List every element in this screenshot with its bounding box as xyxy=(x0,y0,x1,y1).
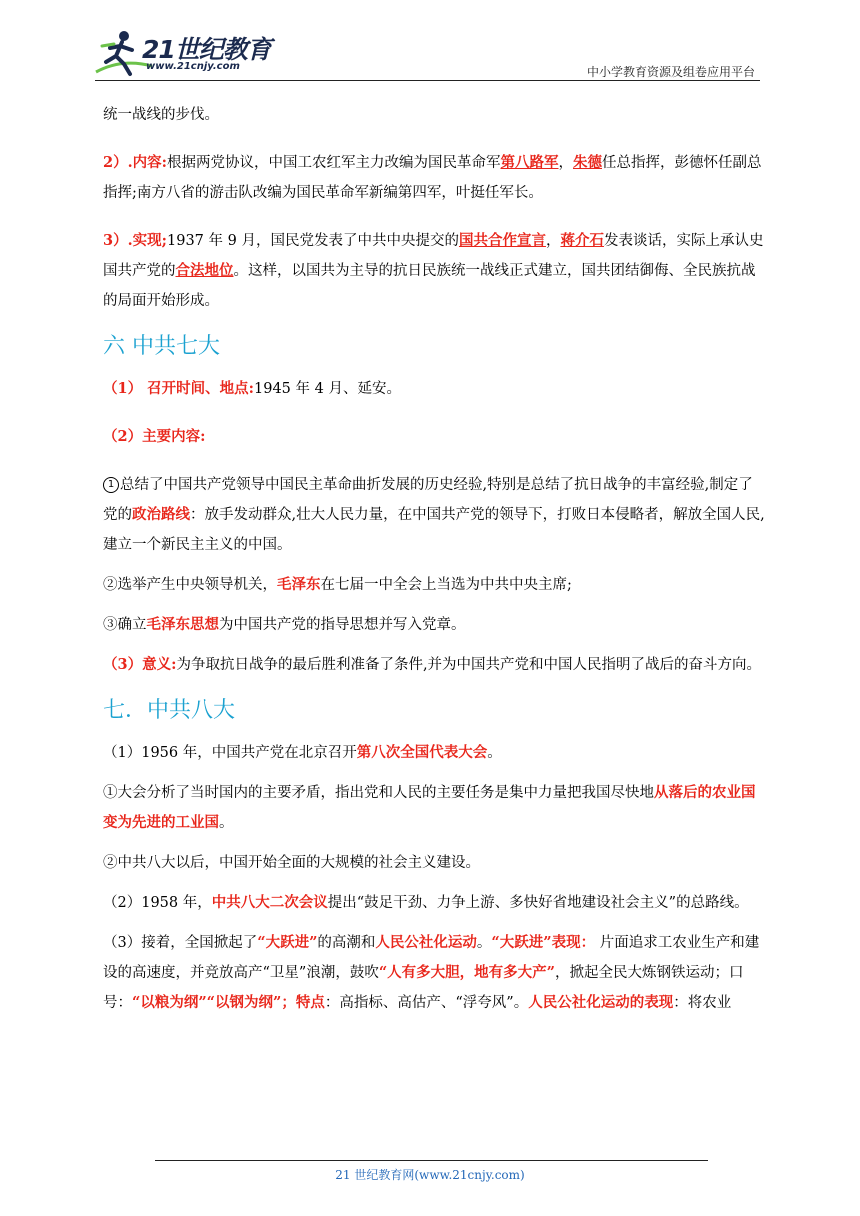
text: 任总指挥，彭德怀任副总指挥;南方八省的游击队改编为国民革命军新编第四军，叶挺任军长。 xyxy=(103,155,762,201)
text: 发表谈话，实际上承认史国共产党的 xyxy=(103,233,764,279)
paragraph xyxy=(103,738,765,768)
page-header xyxy=(0,0,860,82)
text: 。 xyxy=(219,815,234,831)
section-realization-paragraph xyxy=(103,226,765,316)
paragraph xyxy=(103,650,765,680)
circled-number: 1 xyxy=(103,477,119,493)
paragraph: ②中共八大以后，中国开始全面的大规模的社会主义建设。 xyxy=(103,855,480,871)
paragraph xyxy=(103,470,765,560)
text: 在七届一中全会上当选为中共中央主席; xyxy=(320,577,572,593)
section-label: 3）.实现; xyxy=(103,232,167,249)
section-heading-8th-congress: 七．中共八大 xyxy=(103,698,236,723)
text: 根据两党协议，中国工农红军主力改编为国民革命军 xyxy=(167,155,501,171)
text: （1）1956 年，中国共产党在北京召开 xyxy=(103,745,357,761)
keyword: 合法地位 xyxy=(175,262,234,279)
keyword: 国共合作宣言 xyxy=(458,232,546,249)
logo-text: 21世纪教育 xyxy=(142,35,271,64)
document-body xyxy=(103,100,765,1018)
text: ， xyxy=(545,233,561,249)
text: （3）接着，全国掀起了 xyxy=(103,935,258,951)
keyword: 毛泽东 xyxy=(277,576,321,593)
paragraph xyxy=(103,888,765,918)
text: 1945 年 4 月、延安。 xyxy=(254,381,401,397)
paragraph xyxy=(103,610,765,640)
paragraph: 统一战线的步伐。 xyxy=(103,107,219,123)
header-divider xyxy=(95,80,760,81)
text: 。这样，以国共为主导的抗日民族统一战线正式建立，国共团结御侮、全民族抗战的局面开始形成。 xyxy=(103,263,756,309)
platform-name: 中小学教育资源及组卷应用平台 xyxy=(586,65,755,79)
text: 为中国共产党的指导思想并写入党章。 xyxy=(219,617,466,633)
keyword: “以粮为纲”“以钢为纲”；特点 xyxy=(132,994,325,1011)
text: ：将农业 xyxy=(673,995,732,1011)
keyword: “大跃进”表现： xyxy=(491,934,596,951)
paragraph xyxy=(103,374,765,404)
section-content-paragraph xyxy=(103,148,765,208)
item-label: （1） 召开时间、地点: xyxy=(103,380,254,397)
keyword: 毛泽东思想 xyxy=(146,616,219,633)
text: 。 xyxy=(476,935,492,951)
text: （2）1958 年， xyxy=(103,895,212,911)
keyword: 人民公社化运动的表现 xyxy=(528,994,674,1011)
keyword: 政治路线 xyxy=(132,506,190,523)
text: 1937 年 9 月，国民党发表了中共中央提交的 xyxy=(167,233,459,249)
keyword: 朱德 xyxy=(573,154,602,171)
footer-divider xyxy=(155,1160,708,1161)
paragraph xyxy=(103,778,765,838)
text: ：放手发动群众,壮大人民力量，在中国共产党的领导下，打败日本侵略者，解放全国人民,建立一个新民主主义的中国。 xyxy=(103,507,765,553)
keyword: 第八次全国代表大会 xyxy=(356,744,488,761)
keyword: 中共八大二次会议 xyxy=(211,894,328,911)
text: ：高指标、高估产、“浮夸风”。 xyxy=(324,995,529,1011)
text: ，掀起全民大炼钢铁运动；口号： xyxy=(103,965,744,1011)
logo-url: www.21cnjy.com xyxy=(146,61,240,72)
keyword: 人民公社化运动 xyxy=(375,934,477,951)
keyword: “大跃进” xyxy=(257,934,318,951)
section-label: 2）.内容: xyxy=(103,154,167,171)
text: 。 xyxy=(487,745,502,761)
page-footer: 21 世纪教育网(www.21cnjy.com) xyxy=(335,1168,525,1182)
paragraph xyxy=(103,422,765,452)
text: ①大会分析了当时国内的主要矛盾，指出党和人民的主要任务是集中力量把我国尽快地 xyxy=(103,785,654,801)
item-label: （2）主要内容: xyxy=(103,428,206,445)
text: ②选举产生中央领导机关， xyxy=(103,577,277,593)
text: 的高潮和 xyxy=(317,935,376,951)
text: 为争取抗日战争的最后胜利准备了条件,并为中国共产党和中国人民指明了战后的奋斗方向。 xyxy=(176,657,762,673)
paragraph xyxy=(103,928,765,1018)
keyword: 蒋介石 xyxy=(560,232,604,249)
text: 片面追求工农业生产和建设的高速度，并竞放高产“卫星”浪潮，鼓吹 xyxy=(103,935,760,981)
text: ③确立 xyxy=(103,617,147,633)
section-heading-7th-congress: 六 中共七大 xyxy=(103,334,220,359)
keyword: “人有多大胆，地有多大产” xyxy=(378,964,556,981)
keyword: 第八路军 xyxy=(500,154,559,171)
item-label: （3）意义: xyxy=(103,656,177,673)
text: 总结了中国共产党领导中国民主革命曲折发展的历史经验,特别是总结了抗日战争的丰富经验,制定了党的 xyxy=(103,477,753,523)
paragraph xyxy=(103,570,765,600)
text: 提出“鼓足干劲、力争上游、多快好省地建设社会主义”的总路线。 xyxy=(327,895,749,911)
keyword: 从落后的农业国变为先进的工业国 xyxy=(103,784,756,831)
text: ， xyxy=(558,155,573,171)
